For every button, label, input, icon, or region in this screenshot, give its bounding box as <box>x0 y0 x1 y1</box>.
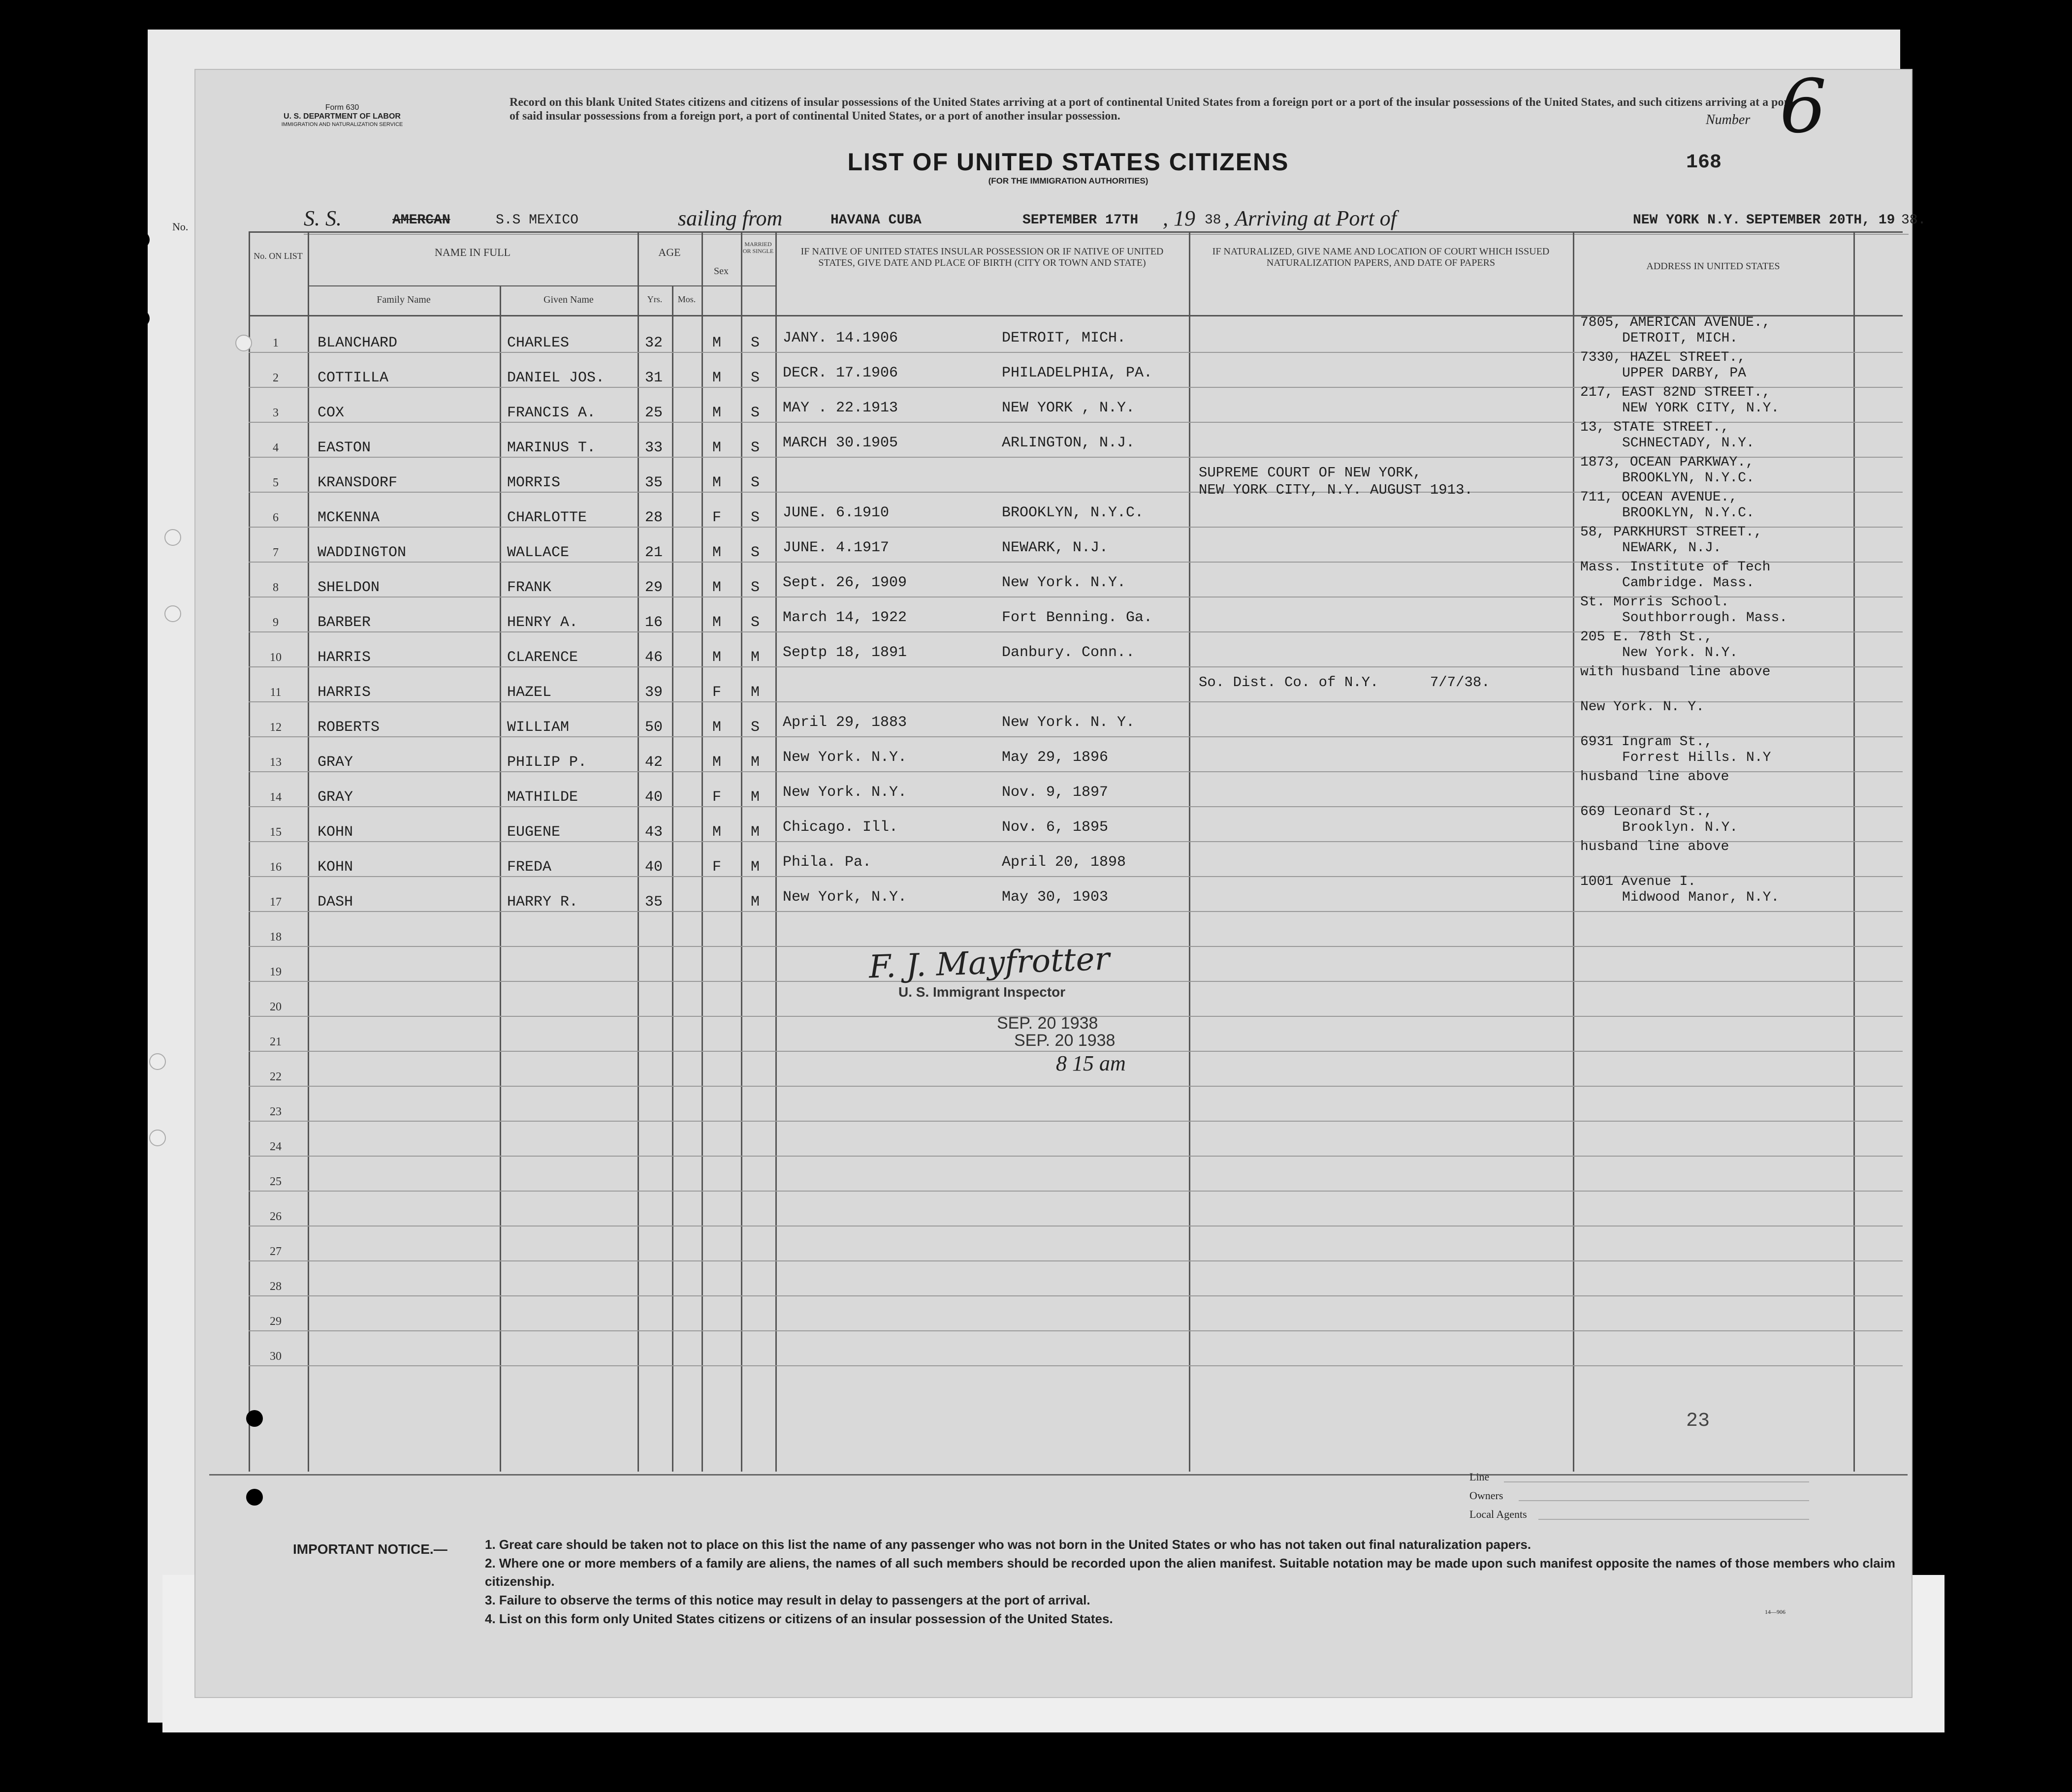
notice-items <box>485 1536 1903 1628</box>
page-stamp: 168 <box>1686 152 1722 174</box>
row-number: 17 <box>270 896 282 909</box>
col-line <box>249 231 250 1472</box>
family-name: KOHN <box>318 859 353 876</box>
family-name: HARRIS <box>318 684 371 701</box>
birth-date: April 29, 1883 <box>783 714 907 731</box>
given-name: FRANK <box>507 579 552 596</box>
address-line-1: 711, OCEAN AVENUE., <box>1580 490 1738 505</box>
row-rule <box>249 1156 1903 1157</box>
row-number: 30 <box>270 1350 282 1363</box>
header-family-name: Family Name <box>377 294 431 305</box>
family-name: MCKENNA <box>318 509 380 526</box>
given-name: DANIEL JOS. <box>507 370 605 386</box>
sex: M <box>712 370 722 386</box>
footer-line <box>1469 1471 1489 1483</box>
address-line-2: New York. N.Y. <box>1622 645 1738 660</box>
birth-place: NEW YORK , N.Y. <box>1002 400 1135 416</box>
address-line-1: 6931 Ingram St., <box>1580 734 1713 750</box>
header-mid <box>308 285 775 286</box>
col-line <box>672 285 673 1472</box>
form-subtitle: (FOR THE IMMIGRATION AUTHORITIES) <box>988 176 1148 186</box>
header-address: ADDRESS IN UNITED STATES <box>1646 261 1780 272</box>
address-line-2: Forrest Hills. N.Y <box>1622 750 1771 765</box>
col-line <box>1189 231 1190 1472</box>
birth-date: New York, N.Y. <box>783 889 907 906</box>
birth-date: DECR. 17.1906 <box>783 365 898 381</box>
address-line-1: 7805, AMERICAN AVENUE., <box>1580 315 1771 330</box>
family-name: COTTILLA <box>318 370 389 386</box>
birth-place: May 30, 1903 <box>1002 889 1109 906</box>
address-line-2: NEW YORK CITY, N.Y. <box>1622 401 1780 416</box>
sex: F <box>712 789 722 806</box>
address-line-2: Southborrough. Mass. <box>1622 610 1788 626</box>
row-number: 12 <box>270 721 282 734</box>
form-intro: Record on this blank United States citizens and citizens of insular possessions of the United States arriving at a port of continental United States from a foreign port or a port of the insular possessions of the United States, and such citizens arriving at a port of said insular possessions from a foreign port, a port of continental United States, or a port of another insular possession. <box>510 96 1793 123</box>
notice-item-4: 4. List on this form only United States citizens or citizens of an insular possession of the United States. <box>485 1611 1113 1626</box>
birth-place: Fort Benning. Ga. <box>1002 609 1153 626</box>
depart-date: SEPTEMBER 17TH <box>1022 213 1139 228</box>
family-name: EASTON <box>318 440 371 456</box>
col-line <box>1853 231 1855 1472</box>
col-line <box>500 285 501 1472</box>
given-name: HENRY A. <box>507 614 578 631</box>
sailing-label: sailing from <box>678 206 783 230</box>
given-name: MARINUS T. <box>507 440 596 456</box>
date-stamp-1: SEP. 20 1938 <box>997 1014 1098 1033</box>
row-number: 5 <box>273 476 279 489</box>
marital-status: S <box>751 544 760 561</box>
marital-status: S <box>751 474 760 491</box>
owners-label: Owners <box>1469 1489 1503 1502</box>
birth-date: March 14, 1922 <box>783 609 907 626</box>
address-line-1: 217, EAST 82ND STREET., <box>1580 385 1771 400</box>
row-rule <box>249 911 1903 912</box>
address-line-2: NEWARK, N.J. <box>1622 540 1721 556</box>
number-label: Number <box>1706 112 1751 127</box>
address-line-2: Brooklyn. N.Y. <box>1622 820 1738 835</box>
binder-hole <box>149 1053 166 1070</box>
given-name: FRANCIS A. <box>507 405 596 421</box>
header-no-on-list: No. ON LIST <box>254 251 303 261</box>
binder-hole <box>133 310 150 327</box>
row-number: 19 <box>270 966 282 978</box>
no-label: No. <box>172 220 189 233</box>
row-number: 10 <box>270 651 282 664</box>
address-line-2: Midwood Manor, N.Y. <box>1622 890 1780 905</box>
binder-hole <box>133 231 150 248</box>
year-suffix: 38 <box>1205 213 1221 228</box>
row-rule <box>249 1295 1903 1296</box>
binder-hole <box>235 335 252 351</box>
birth-place: BROOKLYN, N.Y.C. <box>1002 504 1144 521</box>
arrival-port: NEW YORK N.Y. <box>1633 213 1741 228</box>
age-years: 35 <box>645 894 663 911</box>
marital-status: S <box>751 370 760 386</box>
age-years: 21 <box>645 544 663 561</box>
birth-place: Danbury. Conn.. <box>1002 644 1135 661</box>
sex: F <box>712 509 722 526</box>
row-number: 15 <box>270 826 282 839</box>
marital-status: M <box>751 789 760 806</box>
form-title: LIST OF UNITED STATES CITIZENS <box>847 148 1289 176</box>
age-years: 50 <box>645 719 663 736</box>
sex: M <box>712 544 722 561</box>
age-years: 33 <box>645 440 663 456</box>
family-name: HARRIS <box>318 649 371 666</box>
voyage-line <box>304 206 1926 235</box>
footer-local-agents <box>1469 1508 1527 1521</box>
marital-status: M <box>751 894 760 911</box>
given-name: CHARLES <box>507 335 570 351</box>
page-count: 23 <box>1686 1410 1710 1432</box>
row-rule <box>249 1365 1903 1366</box>
row-number: 27 <box>270 1245 282 1258</box>
header-mos: Mos. <box>677 294 696 304</box>
binder-hole <box>246 1410 263 1427</box>
family-name: KOHN <box>318 824 353 841</box>
row-number: 13 <box>270 756 282 769</box>
date-stamp-2: SEP. 20 1938 <box>1014 1031 1116 1050</box>
arrival-date: SEPTEMBER 20TH, 19 <box>1746 213 1895 228</box>
row-number: 7 <box>273 546 279 559</box>
address-line-1: with husband line above <box>1580 664 1771 680</box>
sex: M <box>712 474 722 491</box>
header-married-single: MARRIED OR SINGLE <box>742 241 774 254</box>
given-name: CLARENCE <box>507 649 578 666</box>
row-number: 22 <box>270 1070 282 1083</box>
row-number: 26 <box>270 1210 282 1223</box>
address-line-2: SCHNECTADY, N.Y. <box>1622 436 1754 451</box>
header-given-name: Given Name <box>543 294 594 305</box>
age-years: 39 <box>645 684 663 701</box>
birth-date: JUNE. 4.1917 <box>783 539 890 556</box>
form-number: Form 630 <box>325 103 359 112</box>
row-rule <box>249 1260 1903 1261</box>
address-line-1: New York. N. Y. <box>1580 699 1705 715</box>
row-number: 18 <box>270 931 282 943</box>
family-name: COX <box>318 405 345 421</box>
given-name: CHARLOTTE <box>507 509 587 526</box>
marital-status: S <box>751 614 760 631</box>
given-name: HARRY R. <box>507 894 578 911</box>
header-naturalized: IF NATURALIZED, GIVE NAME AND LOCATION OF COURT WHICH ISSUED NATURALIZATION PAPERS, AND DATE OF PAPERS <box>1212 246 1550 268</box>
row-number: 3 <box>273 407 279 419</box>
binder-hole <box>246 1489 263 1506</box>
address-line-1: 669 Leonard St., <box>1580 804 1713 819</box>
marital-status: S <box>751 579 760 596</box>
line-rule <box>1504 1481 1809 1482</box>
given-name: PHILIP P. <box>507 754 587 771</box>
sex: M <box>712 614 722 631</box>
address-line-1: 1001 Avenue I. <box>1580 874 1696 889</box>
birth-date: Chicago. Ill. <box>783 819 898 836</box>
birth-place: NEWARK, N.J. <box>1002 539 1109 556</box>
address-line-1: St. Morris School. <box>1580 595 1729 610</box>
col-line <box>638 231 639 1472</box>
row-number: 20 <box>270 1001 282 1013</box>
sex: M <box>712 719 722 736</box>
row-number: 8 <box>273 581 279 594</box>
marital-status: M <box>751 859 760 876</box>
notice-label: IMPORTANT NOTICE.— <box>293 1541 447 1557</box>
given-name: HAZEL <box>507 684 552 701</box>
inspector-title: U. S. Immigrant Inspector <box>898 984 1066 1000</box>
marital-status: S <box>751 440 760 456</box>
footer-rule <box>209 1474 1908 1476</box>
row-number: 9 <box>273 616 279 629</box>
row-rule <box>249 1121 1903 1122</box>
sex: M <box>712 440 722 456</box>
sex: M <box>712 649 722 666</box>
row-number: 1 <box>273 337 279 349</box>
address-line-1: 7330, HAZEL STREET., <box>1580 350 1746 365</box>
naturalization-court: So. Dist. Co. of N.Y. 7/7/38. <box>1199 674 1490 691</box>
birth-place: Nov. 9, 1897 <box>1002 784 1109 801</box>
age-years: 16 <box>645 614 663 631</box>
header-sex: Sex <box>714 266 729 277</box>
given-name: MORRIS <box>507 474 561 491</box>
age-years: 29 <box>645 579 663 596</box>
binder-hole <box>164 529 181 546</box>
given-name: WALLACE <box>507 544 570 561</box>
birth-place: ARLINGTON, N.J. <box>1002 435 1135 451</box>
address-line-1: 58, PARKHURST STREET., <box>1580 525 1762 540</box>
marital-status: M <box>751 754 760 771</box>
row-number: 2 <box>273 372 279 384</box>
notice-item-1: 1. Great care should be taken not to place on this list the name of any passenger who was not born in the United States or who has not taken out final naturalization papers. <box>485 1537 1531 1552</box>
family-name: KRANSDORF <box>318 474 398 491</box>
ss-label: S. S. <box>304 206 342 230</box>
sex: M <box>712 824 722 841</box>
family-name: GRAY <box>318 754 353 771</box>
birth-date: Phila. Pa. <box>783 854 872 871</box>
birth-place: DETROIT, MICH. <box>1002 330 1126 346</box>
row-number: 14 <box>270 791 282 804</box>
birth-date: JANY. 14.1906 <box>783 330 898 346</box>
col-line <box>701 231 703 1472</box>
arrival-year: 38. <box>1901 213 1926 228</box>
year-prefix: , 19 <box>1163 206 1195 230</box>
row-number: 25 <box>270 1175 282 1188</box>
sex: F <box>712 684 722 701</box>
row-rule <box>249 1191 1903 1192</box>
family-name: BLANCHARD <box>318 335 398 351</box>
department: U. S. DEPARTMENT OF LABOR <box>284 112 401 121</box>
header-yrs: Yrs. <box>647 294 663 304</box>
birth-place: PHILADELPHIA, PA. <box>1002 365 1153 381</box>
sex: M <box>712 405 722 421</box>
birth-date: New York. N.Y. <box>783 784 907 801</box>
ship-name: S.S MEXICO <box>496 213 579 228</box>
marital-status: S <box>751 405 760 421</box>
manifest-table <box>249 231 1903 1472</box>
address-line-1: husband line above <box>1580 839 1729 854</box>
birth-date: Septp 18, 1891 <box>783 644 907 661</box>
marital-status: M <box>751 684 760 701</box>
address-line-1: 1873, OCEAN PARKWAY., <box>1580 455 1754 470</box>
birth-place: New York. N. Y. <box>1002 714 1135 731</box>
age-years: 46 <box>645 649 663 666</box>
birth-date: MARCH 30.1905 <box>783 435 898 451</box>
age-years: 40 <box>645 789 663 806</box>
given-name: FREDA <box>507 859 552 876</box>
notice-item-2: 2. Where one or more members of a family are aliens, the names of all such members should be recorded upon the alien manifest. Suitable notation may be made upon such manifest opposite the names of those members who claim citizenship. <box>485 1555 1896 1589</box>
time-note: 8 15 am <box>1056 1051 1126 1075</box>
from-port: HAVANA CUBA <box>830 213 922 228</box>
family-name: BARBER <box>318 614 371 631</box>
binder-hole <box>149 1130 166 1146</box>
header-top <box>249 231 1903 233</box>
col-line <box>775 231 777 1472</box>
col-line <box>308 231 309 1472</box>
family-name: WADDINGTON <box>318 544 407 561</box>
form-sheet <box>172 64 1926 1698</box>
birth-date: New York. N.Y. <box>783 749 907 766</box>
age-years: 31 <box>645 370 663 386</box>
family-name: ROBERTS <box>318 719 380 736</box>
address-line-2: DETROIT, MICH. <box>1622 331 1738 346</box>
address-line-1: 205 E. 78th St., <box>1580 629 1713 645</box>
binder-hole <box>164 605 181 622</box>
row-number: 28 <box>270 1280 282 1293</box>
sex: M <box>712 579 722 596</box>
sex: M <box>712 335 722 351</box>
row-number: 29 <box>270 1315 282 1328</box>
agents-rule <box>1538 1519 1809 1520</box>
row-number: 16 <box>270 861 282 874</box>
family-name: GRAY <box>318 789 353 806</box>
owners-rule <box>1519 1500 1809 1501</box>
col-line <box>1573 231 1574 1472</box>
address-line-1: Mass. Institute of Tech <box>1580 560 1771 575</box>
col-line <box>741 231 742 1472</box>
marital-status: M <box>751 649 760 666</box>
header-birth: IF NATIVE OF UNITED STATES INSULAR POSSESSION OR IF NATIVE OF UNITED STATES, GIVE DATE AND PLACE OF BIRTH (CITY OR TOWN AND STATE) <box>800 246 1164 268</box>
notice-item-3: 3. Failure to observe the terms of this notice may result in delay to passengers at the port of arrival. <box>485 1593 1090 1608</box>
marital-status: S <box>751 509 760 526</box>
age-years: 42 <box>645 754 663 771</box>
row-number: 4 <box>273 441 279 454</box>
given-name: WILLIAM <box>507 719 570 736</box>
address-line-2: BROOKLYN, N.Y.C. <box>1622 471 1754 486</box>
age-years: 25 <box>645 405 663 421</box>
header-name-in-full: NAME IN FULL <box>435 246 510 258</box>
birth-place: May 29, 1896 <box>1002 749 1109 766</box>
row-number: 21 <box>270 1036 282 1048</box>
birth-place: Nov. 6, 1895 <box>1002 819 1109 836</box>
row-number: 24 <box>270 1140 282 1153</box>
row-number: 23 <box>270 1105 282 1118</box>
local-agents-label: Local Agents <box>1469 1508 1527 1520</box>
row-rule <box>249 981 1903 982</box>
given-name: EUGENE <box>507 824 561 841</box>
address-line-2: UPPER DARBY, PA <box>1622 366 1747 381</box>
birth-date: JUNE. 6.1910 <box>783 504 890 521</box>
row-rule <box>249 1086 1903 1087</box>
arriving-label: , Arriving at Port of <box>1224 206 1397 230</box>
header-age: AGE <box>658 246 681 258</box>
birth-date: Sept. 26, 1909 <box>783 574 907 591</box>
address-line-2: Cambridge. Mass. <box>1622 575 1754 591</box>
inspector-signature: F. J. Mayfrotter <box>868 941 1111 986</box>
address-line-1: husband line above <box>1580 769 1729 785</box>
marital-status: M <box>751 824 760 841</box>
marital-status: S <box>751 335 760 351</box>
age-years: 32 <box>645 335 663 351</box>
age-years: 28 <box>645 509 663 526</box>
age-years: 35 <box>645 474 663 491</box>
birth-place: New York. N.Y. <box>1002 574 1126 591</box>
row-number: 6 <box>273 511 279 524</box>
family-name: SHELDON <box>318 579 380 596</box>
naturalization-court: SUPREME COURT OF NEW YORK, NEW YORK CITY, N.Y. AUGUST 1913. <box>1199 465 1473 498</box>
age-years: 40 <box>645 859 663 876</box>
service: IMMIGRATION AND NATURALIZATION SERVICE <box>281 121 403 127</box>
sex: M <box>712 754 722 771</box>
line-label: Line <box>1469 1471 1490 1483</box>
row-rule <box>249 1330 1903 1331</box>
family-name: DASH <box>318 894 353 911</box>
row-number: 11 <box>270 686 282 699</box>
sex: F <box>712 859 722 876</box>
form-id <box>263 103 421 127</box>
number-value: 6 <box>1780 64 1827 150</box>
age-years: 43 <box>645 824 663 841</box>
ship-struck: AMERCAN <box>392 213 450 228</box>
birth-date: MAY . 22.1913 <box>783 400 898 416</box>
birth-place: April 20, 1898 <box>1002 854 1126 871</box>
footer-owners <box>1469 1489 1503 1502</box>
marital-status: S <box>751 719 760 736</box>
notice-code: 14—906 <box>1765 1608 1785 1615</box>
address-line-1: 13, STATE STREET., <box>1580 420 1729 435</box>
address-line-2: BROOKLYN, N.Y.C. <box>1622 505 1754 521</box>
given-name: MATHILDE <box>507 789 578 806</box>
